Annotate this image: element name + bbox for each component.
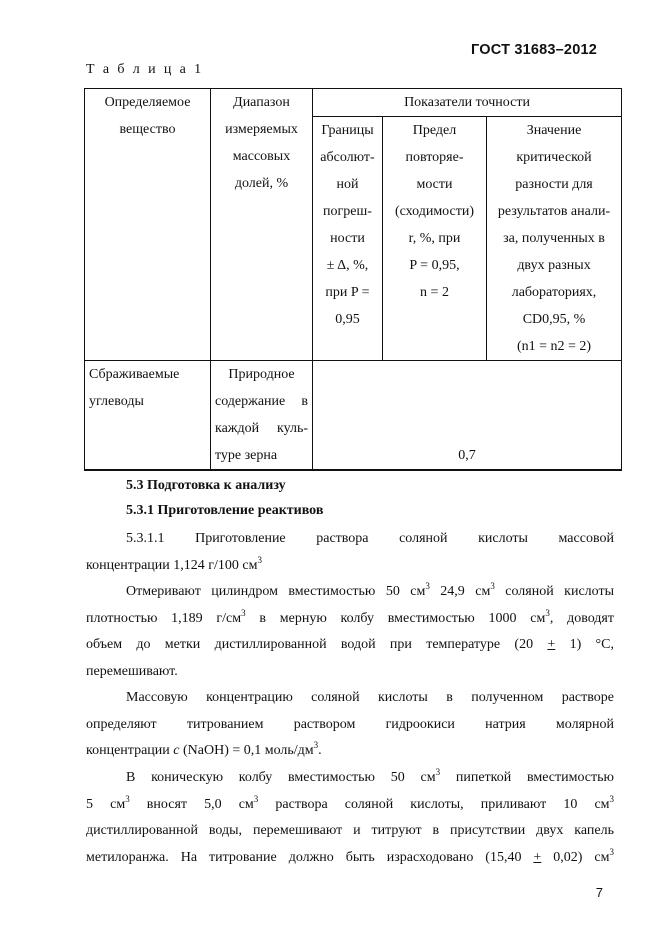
p1-word: кислоты [478, 531, 528, 546]
p3-line2 [86, 712, 614, 739]
critical-diff-line: (n1 = n2 = 2) [516, 339, 592, 354]
p2-line2: плотностью 1,189 $г/см^3$ в мерную колбу вместимостью 1000 $см^3$, доводят [86, 607, 614, 626]
abs-error-line: ± Δ, %, [326, 258, 369, 273]
row-substance [85, 361, 211, 471]
header-range-line1: Диапазон [233, 95, 290, 110]
row-substance-line1: Сбраживаемые [89, 367, 180, 382]
p1-line2: концентрации 1,124 г/100 $см^3$ [86, 554, 262, 573]
heading-5-3-1: 5.3.1 Приготовление реактивов [126, 503, 324, 518]
p4-line2: 5 $см^3$ вносят 5,0 $см^3$ раствора соляной кислоты, приливают 10 $см^3$ [86, 793, 615, 812]
p1-line1 [86, 526, 614, 553]
p3-word: молярной [555, 716, 614, 732]
header-substance [85, 89, 211, 361]
p3-word: определяют [86, 716, 157, 732]
row-range [211, 361, 313, 471]
header-accuracy: Показатели точности [313, 89, 622, 117]
paragraph-concentration [86, 685, 614, 765]
abs-error-line: погреш- [323, 204, 372, 219]
header-range-line3: массовых [232, 149, 291, 164]
p1-word: Приготовление [195, 531, 286, 546]
header-substance-line1: Определяемое [104, 95, 191, 110]
row-value: 0,7 [313, 361, 622, 471]
paragraph-measure [86, 579, 614, 685]
row-range-line: Природное [228, 367, 295, 382]
p3-word: раствором [293, 716, 356, 732]
repeatability-line: Предел [412, 123, 457, 138]
p3-word: гидроокиси [385, 716, 455, 732]
repeatability-line: P = 0,95, [409, 258, 460, 273]
paragraph-5-3-1-1 [86, 526, 614, 579]
row-range-line: каждой куль- [215, 421, 308, 436]
critical-diff-line: Значение [526, 123, 582, 138]
critical-diff-line: результатов анали- [497, 204, 611, 219]
p1-word: соляной [399, 531, 448, 546]
critical-diff-line: за, полученных в [503, 231, 605, 246]
row-substance-line2: углеводы [89, 394, 144, 409]
table-label: Т а б л и ц а 1 [86, 62, 204, 77]
abs-error-line: абсолют- [320, 150, 375, 165]
p3-word: натрия [485, 716, 526, 732]
row-range-line: содержание в [215, 394, 308, 409]
header-range-line2: измеряемых [225, 122, 298, 137]
p1-word: массовой [558, 531, 614, 546]
p3-line1: Массовую концентрацию соляной кислоты в полученном растворе [126, 690, 614, 705]
abs-error-line: при P = [325, 285, 370, 300]
header-substance-line2: вещество [119, 122, 176, 137]
abs-error-line: Границы [321, 123, 374, 138]
heading-5-3: 5.3 Подготовка к анализу [126, 478, 286, 493]
critical-diff-line: лабораториях, [511, 285, 597, 300]
paragraph-titration [86, 765, 614, 871]
row-range-line: туре зерна [215, 448, 278, 463]
p1-word: раствора [316, 531, 369, 546]
p2-line1: Отмеривают цилиндром вместимостью 50 $см^3$ 24,9 $см^3$ соляной кислоты [126, 581, 614, 599]
p3-line3: концентрации c (NaOH) = 0,1 моль/$дм^3$. [86, 740, 322, 758]
p2-line4: перемешивают. [86, 663, 178, 679]
p4-line1: В коническую колбу вместимостью 50 $см^3$ пипеткой вместимостью [126, 767, 614, 785]
header-repeatability [383, 117, 487, 361]
critical-diff-line: разности для [515, 177, 593, 192]
repeatability-line: (сходимости) [394, 204, 475, 219]
header-critical-diff [487, 117, 622, 361]
p4-line3: дистиллированной воды, перемешивают и титруют в присутствии двух капель [86, 823, 614, 838]
p1-word: 5.3.1.1 [126, 531, 165, 546]
p2-line3: объем до метки дистиллированной водой при температуре (20 + 1) °С, [86, 637, 614, 652]
abs-error-line: 0,95 [335, 312, 360, 327]
header-abs-error [313, 117, 383, 361]
page-number: 7 [595, 885, 603, 900]
p3-word: титрованием [186, 716, 264, 732]
header-range [211, 89, 313, 361]
p4-line4: метилоранжа. На титрование должно быть израсходовано (15,40 + 0,02) $см^3$ [86, 846, 614, 865]
repeatability-line: r, %, при [408, 231, 461, 246]
abs-error-line: ности [330, 231, 365, 246]
critical-diff-line: критической [516, 150, 592, 165]
critical-diff-line: двух разных [517, 258, 591, 273]
header-range-line4: долей, % [234, 176, 289, 191]
standard-number: ГОСТ 31683–2012 [471, 42, 597, 58]
repeatability-line: повторяе- [405, 150, 464, 165]
critical-diff-line: CD0,95, % [522, 312, 586, 327]
repeatability-line: мости [416, 177, 453, 192]
abs-error-line: ной [336, 177, 359, 192]
repeatability-line: n = 2 [420, 285, 449, 300]
accuracy-table [84, 88, 622, 471]
